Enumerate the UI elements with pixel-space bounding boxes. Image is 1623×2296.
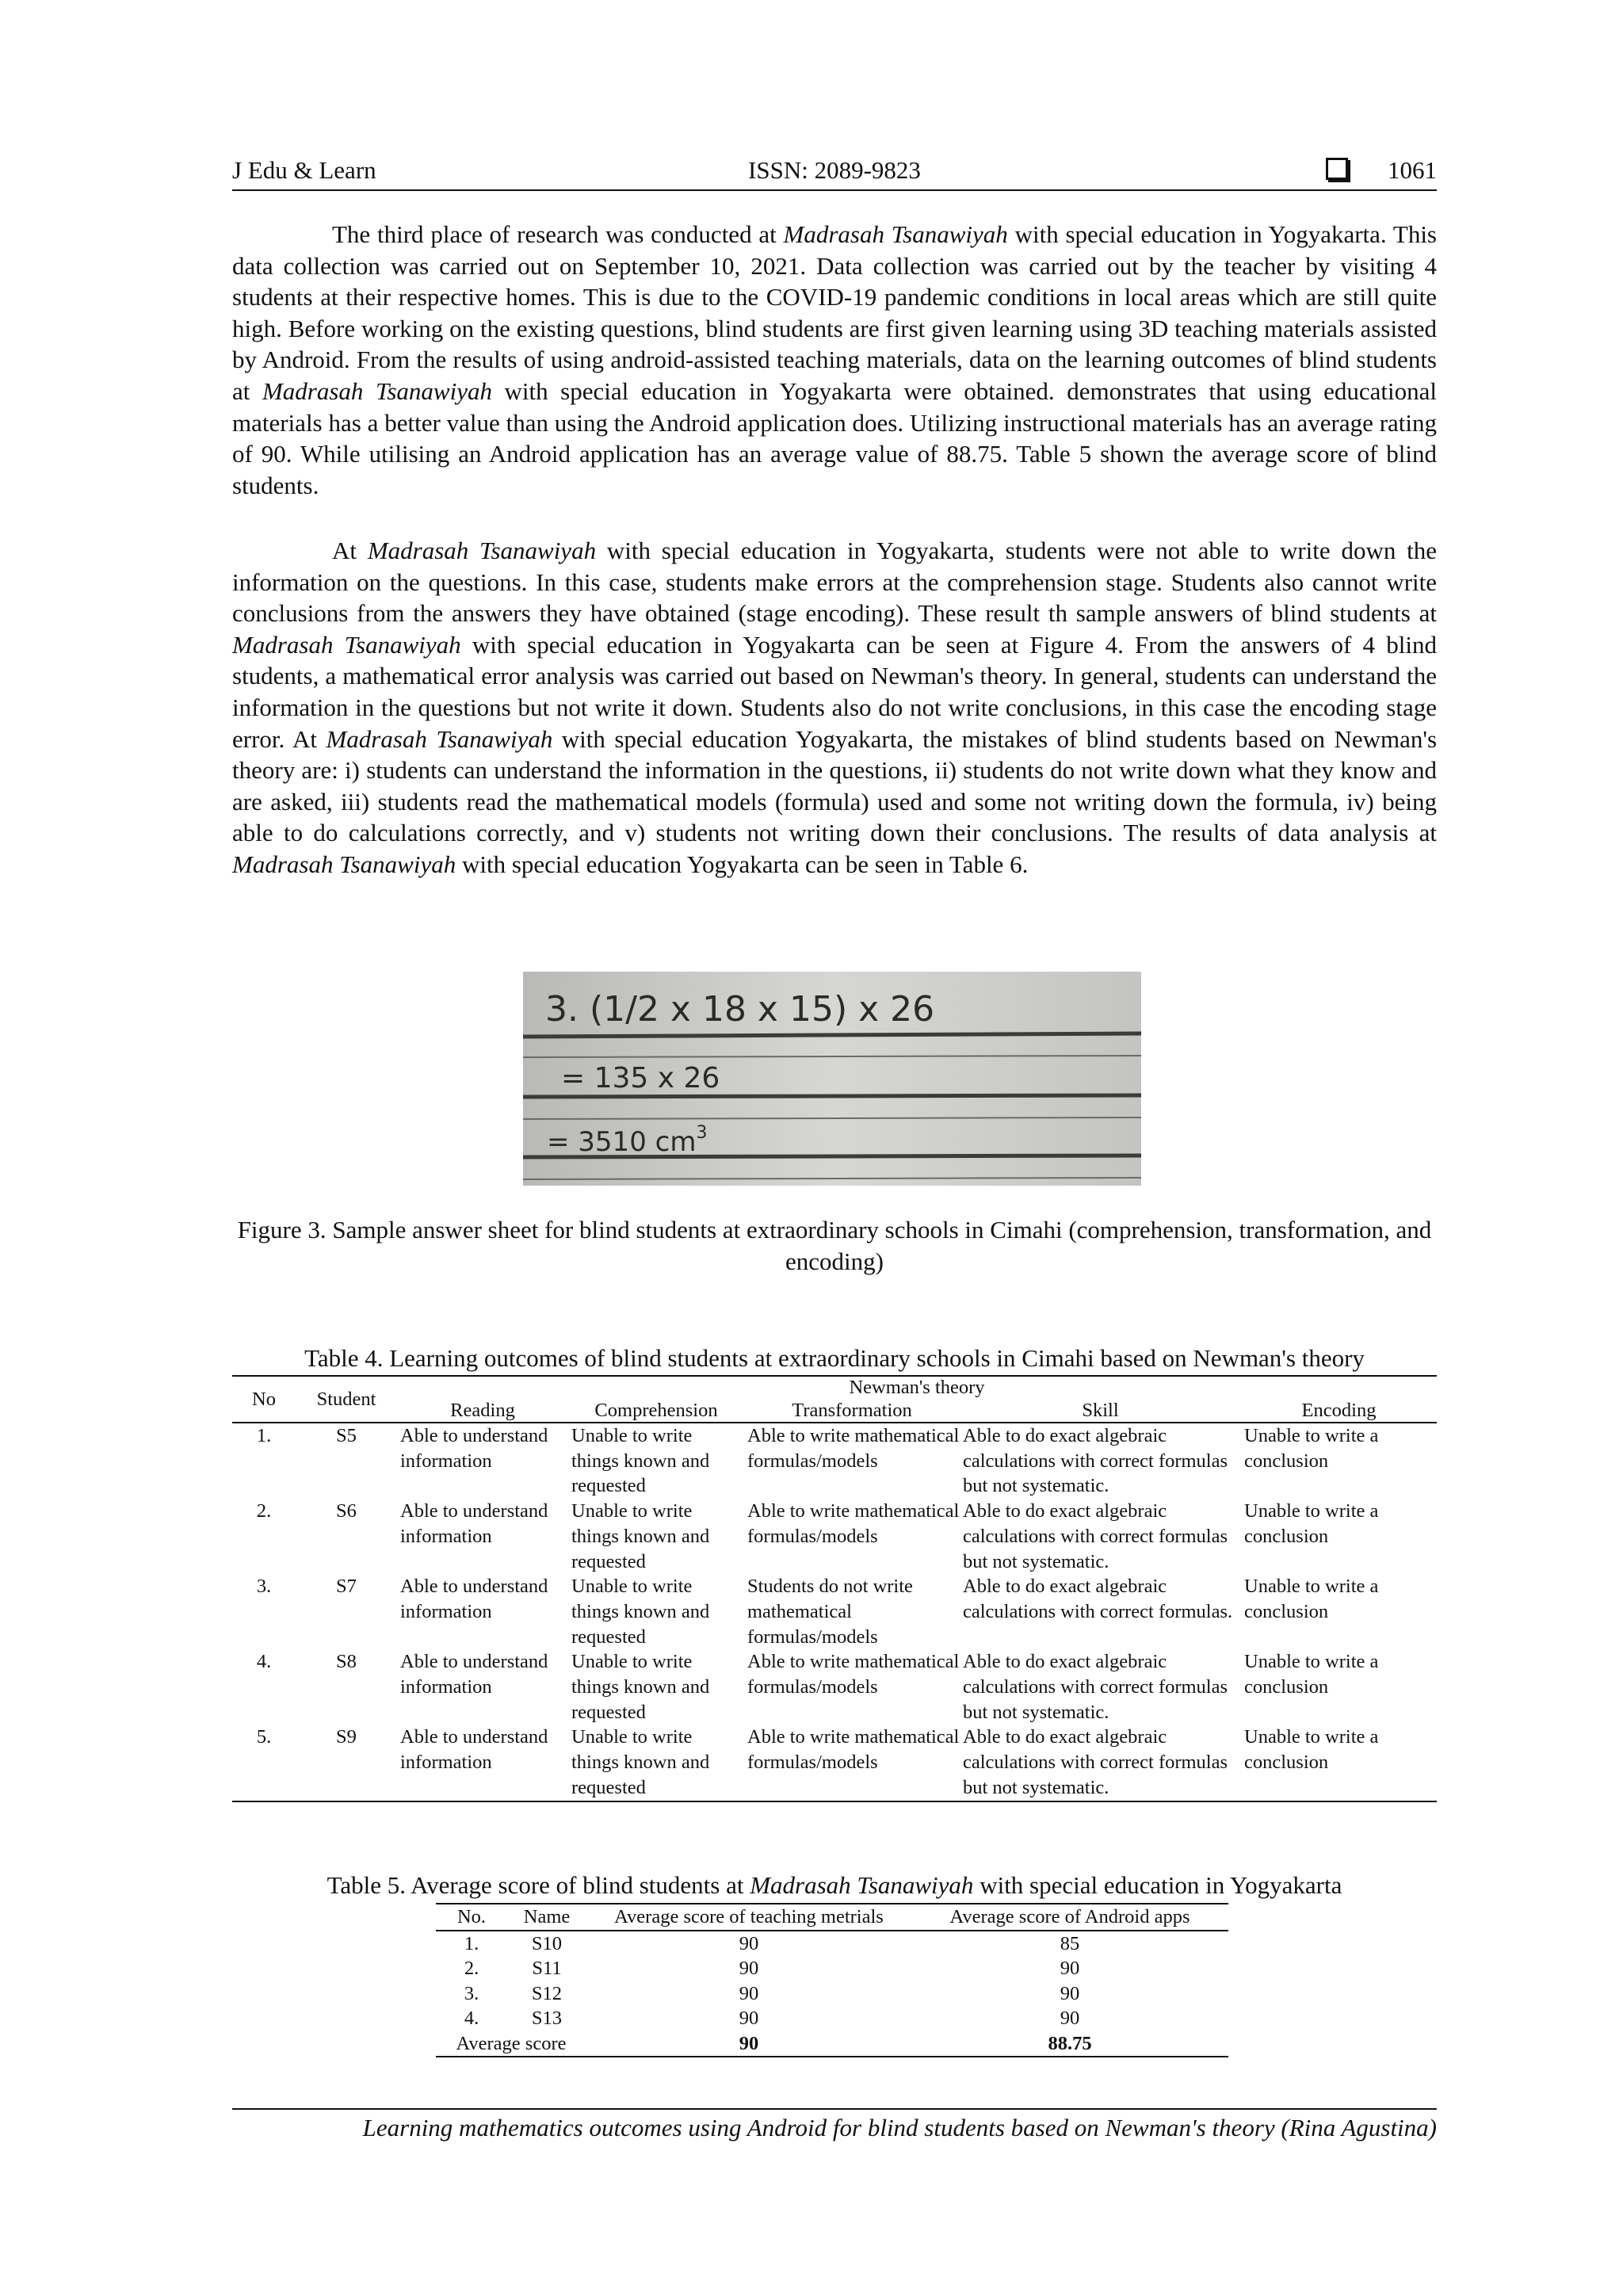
cell-no: 3.: [256, 1576, 272, 1598]
handwriting-line-3-sup: 3: [696, 1123, 708, 1143]
cell-comprehension: Unable to write things known and requested: [571, 1576, 710, 1648]
answer-sheet-photo: [523, 972, 1141, 1186]
th-encoding: Encoding: [1301, 1400, 1377, 1421]
th-student: Student: [316, 1389, 376, 1410]
cell-no: 5.: [256, 1726, 272, 1748]
th-teaching-avg: Average score of teaching metrials: [614, 1906, 884, 1927]
text-run-italic: Madrasah Tsanawiyah: [262, 376, 492, 405]
th-no: No: [252, 1389, 276, 1410]
footer-rule: [232, 2108, 1437, 2110]
journal-name: J Edu & Learn: [232, 156, 376, 184]
cell-name: S10: [531, 1932, 563, 1954]
cell-teaching: 90: [739, 1958, 759, 1979]
body-paragraph-1: [232, 219, 1437, 501]
cell-student: S7: [336, 1576, 357, 1598]
page-number: 1061: [1388, 156, 1437, 184]
text-run: with special education in Yogyakarta: [973, 1871, 1342, 1899]
text-run-italic: Madrasah Tsanawiyah: [326, 724, 553, 753]
cell-android: 90: [1060, 1958, 1080, 1979]
th-name: Name: [523, 1906, 571, 1927]
table5-caption: [232, 1870, 1437, 1901]
cell-student: S9: [336, 1726, 357, 1748]
cell-no: 1.: [464, 1932, 479, 1954]
text-run: with special education Yogyakarta, the mistakes of blind students based on Newman's theory are: i) students can understand the information in the questions, ii) students do not write down what they know and are asked, iii) students read the mathematical models (formula) used and some not writing down the formula, iv) being able to do calculations correctly, and v) students not writing down their conclusions. The results of data analysis at: [232, 724, 1438, 847]
table4-caption: Table 4. Learning outcomes of blind students at extraordinary schools in Cimahi based on Newman's theory: [304, 1344, 1365, 1372]
cell-no: 4.: [256, 1651, 272, 1673]
cell-teaching: 90: [739, 2008, 759, 2029]
cell-name: S13: [531, 2008, 563, 2029]
cell-student: S5: [336, 1425, 357, 1446]
th-skill: Skill: [1082, 1400, 1119, 1421]
text-run: with special education in Yogyakarta can be seen at Figure 4. From the answers of 4 blind students, a mathematical error analysis was carried out based on Newman's theory. In general, students can understand the information in the questions but not write it down. Students also do not write conclusions, in this case the encoding stage error. At: [232, 630, 1437, 753]
cell-comprehension: Unable to write things known and requested: [571, 1651, 710, 1723]
cell-comprehension: Unable to write things known and requested: [571, 1425, 710, 1497]
handwriting-line-3: [547, 1123, 707, 1158]
cell-reading: Able to understand information: [400, 1500, 548, 1547]
average-android: 88.75: [1048, 2032, 1092, 2054]
cell-skill: Able to do exact algebraic calculations with correct formulas but not systematic.: [963, 1500, 1228, 1572]
running-footer: Learning mathematics outcomes using Android for blind students based on Newman's theory (Rina Agustina): [362, 2114, 1437, 2141]
text-run: At: [332, 537, 368, 564]
cell-reading: Able to understand information: [400, 1651, 548, 1698]
text-run: with special education in Yogyakarta. This data collection was carried out on September 10, 2021. Data collection was carried out by the teacher by visiting 4 students at their respective homes. This is due to the COVID-19 pandemic conditions in local areas which are still quite high. Before working on the existing questions, blind students are first given learning using 3D teaching materials assisted by Android. From the results of using android-assisted teaching materials, data on the learning outcomes of blind students at: [232, 220, 1437, 405]
cell-no: 1.: [256, 1425, 272, 1446]
cell-no: 2.: [464, 1958, 479, 1979]
cell-reading: Able to understand information: [400, 1576, 548, 1622]
cell-skill: Able to do exact algebraic calculations with correct formulas but not systematic.: [963, 1425, 1228, 1497]
text-run-italic: Madrasah Tsanawiyah: [367, 537, 597, 564]
text-run-italic: Madrasah Tsanawiyah: [750, 1871, 974, 1899]
table-row: [232, 1649, 1437, 1725]
text-run: Table 5. Average score of blind students at: [327, 1871, 750, 1899]
cell-transformation: Able to write mathematical formulas/models: [747, 1651, 960, 1698]
text-run: with special education in Yogyakarta, students were not able to write down the information on the questions. In this case, students make errors at the comprehension stage. Students also cannot write conclusions from the answers they have obtained (stage encoding). These result th sample answers of blind students at: [232, 537, 1437, 628]
header-rule: [232, 189, 1437, 191]
text-run: with special education Yogyakarta can be seen in Table 6.: [456, 850, 1029, 878]
cell-encoding: Unable to write a conclusion: [1244, 1425, 1379, 1472]
cell-no: 3.: [464, 1982, 479, 2004]
cell-no: 4.: [464, 2008, 479, 2029]
cell-comprehension: Unable to write things known and requested: [571, 1726, 710, 1798]
text-run-italic: Madrasah Tsanawiyah: [232, 850, 456, 878]
body-paragraph-2: [232, 535, 1437, 881]
cell-no: 2.: [256, 1500, 272, 1522]
cell-skill: Able to do exact algebraic calculations with correct formulas but not systematic.: [963, 1651, 1228, 1723]
cell-android: 90: [1060, 1982, 1080, 2004]
cell-student: S6: [336, 1500, 357, 1522]
cell-skill: Able to do exact algebraic calculations with correct formulas but not systematic.: [963, 1726, 1228, 1798]
issn: ISSN: 2089-9823: [748, 156, 921, 184]
cell-android: 85: [1060, 1932, 1080, 1954]
ruled-line: [523, 1095, 1141, 1097]
th-transformation: Transformation: [792, 1400, 912, 1421]
table-row: [436, 1956, 1228, 1981]
cell-android: 90: [1060, 2008, 1080, 2029]
cell-student: S8: [336, 1651, 357, 1673]
handwriting-line-1: 3. (1/2 x 18 x 15) x 26: [545, 989, 935, 1030]
table-row: [436, 1981, 1228, 2007]
page-header: [232, 155, 1437, 192]
cell-encoding: Unable to write a conclusion: [1244, 1500, 1379, 1547]
table4: [232, 1375, 1437, 1802]
cell-encoding: Unable to write a conclusion: [1244, 1576, 1379, 1622]
table-row: [232, 1574, 1437, 1649]
average-teaching: 90: [739, 2032, 759, 2054]
page-number-group: [1326, 155, 1437, 185]
cell-transformation: Able to write mathematical formulas/models: [747, 1425, 960, 1472]
text-run-italic: Madrasah Tsanawiyah: [783, 220, 1008, 248]
cell-encoding: Unable to write a conclusion: [1244, 1726, 1379, 1774]
answer-sheet-drawing: [523, 972, 1141, 1186]
th-comprehension: Comprehension: [594, 1400, 718, 1421]
table-row: [436, 2006, 1228, 2031]
cell-reading: Able to understand information: [400, 1425, 548, 1472]
th-newmans-theory: Newman's theory: [849, 1377, 985, 1398]
handwriting-line-3-base: = 3510 cm: [547, 1126, 697, 1158]
cell-transformation: Able to write mathematical formulas/models: [747, 1726, 960, 1774]
cell-encoding: Unable to write a conclusion: [1244, 1651, 1379, 1698]
th-android-avg: Average score of Android apps: [949, 1906, 1190, 1927]
cell-name: S12: [531, 1982, 563, 2004]
cell-comprehension: Unable to write things known and requested: [571, 1500, 710, 1572]
table-row: [232, 1423, 1437, 1499]
figure-caption: Figure 3. Sample answer sheet for blind students at extraordinary schools in Cimahi (comprehension, transformation, and encoding): [237, 1216, 1432, 1275]
cell-skill: Able to do exact algebraic calculations with correct formulas.: [963, 1576, 1233, 1622]
average-row: [436, 2031, 1228, 2057]
th-reading: Reading: [450, 1400, 515, 1421]
cell-reading: Able to understand information: [400, 1726, 548, 1774]
cell-teaching: 90: [739, 1932, 759, 1954]
th-no: No.: [456, 1906, 487, 1927]
table-row: [436, 1931, 1228, 1957]
text-run-italic: Madrasah Tsanawiyah: [232, 630, 461, 659]
text-run: The third place of research was conducted at: [332, 220, 784, 248]
table5: [436, 1903, 1228, 2057]
cell-transformation: Able to write mathematical formulas/models: [747, 1500, 960, 1547]
cell-teaching: 90: [739, 1982, 759, 2004]
cell-transformation: Students do not write mathematical formulas/models: [747, 1576, 913, 1648]
cell-name: S11: [532, 1958, 562, 1979]
text-run: with special education in Yogyakarta were obtained. demonstrates that using educational materials has a better value than using the Android application does. Utilizing instructional materials has an average rating of 90. While utilising an Android application has an average value of 88.75. Table 5 shown the average score of blind students.: [232, 376, 1437, 499]
square-bullet-icon: [1326, 158, 1348, 180]
handwriting-line-2: = 135 x 26: [561, 1062, 720, 1095]
table-row: [232, 1499, 1437, 1574]
table-row: [232, 1725, 1437, 1801]
average-label: Average score: [456, 2032, 567, 2054]
